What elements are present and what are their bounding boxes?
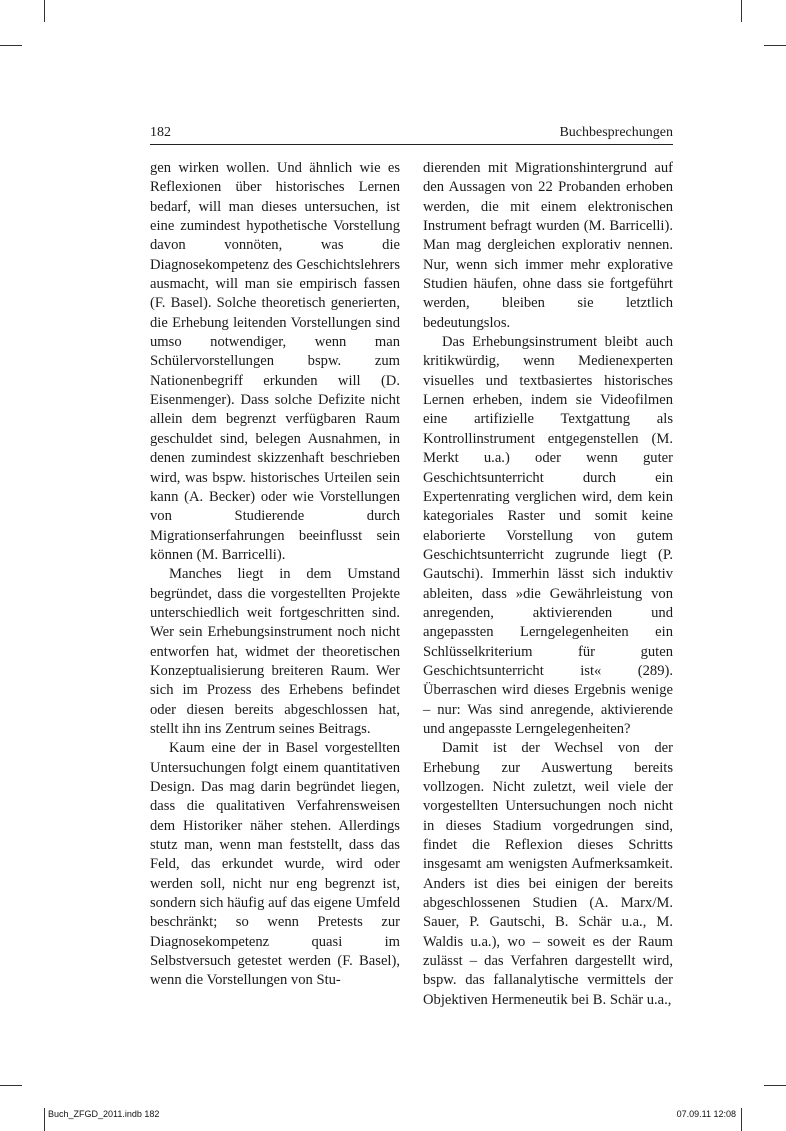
print-slug-timestamp: 07.09.11 12:08 — [676, 1109, 736, 1119]
crop-mark-top-left — [44, 0, 45, 22]
paragraph: dierenden mit Migrationshintergrund auf den Aussagen von 22 Probanden erhoben werden, die mit einem elektronischen Instrument befragt wurden (M. Barricelli). Man mag dergleichen explorativ nennen. Nur, wenn sich immer mehr explorative Studien häufen, ohne dass sie fortgeführt werden, bleiben sie letztlich bedeutungslos. — [423, 160, 673, 331]
print-slug-file-info: Buch_ZFGD_2011.indb 182 — [48, 1109, 160, 1119]
page-number: 182 — [150, 125, 171, 140]
paragraph: Damit ist der Wechsel von der Erhebung zur Auswertung bereits vollzogen. Nicht zuletzt, weil viele der vorgestellten Untersuchungen noch nicht in dieses Stadium vorgedrungen sind, findet die Reflexion dieses Schritts insgesamt am wenigsten Aufmerksamkeit. Anders ist dies bei einigen der bereits abgeschlossenen Studien (A. Marx/M. Sauer, P. Gautschi, B. Schär u.a., M. Waldis u.a.), wo – soweit es der Raum zulässt – das Verfahren dargestellt wird, bspw. das fallanalytische vermittels der Objektiven Hermeneutik bei B. Schär u.a., — [423, 740, 673, 1008]
paragraph: Das Erhebungsinstrument bleibt auch kritikwürdig, wenn Medienexperten visuelles und textbasiertes historisches Lernen erheben, indem sie Videofilmen eine artifizielle Textgattung als Kontrollinstrument entgegenstellen (M. Merkt u.a.) oder wenn guter Geschichtsunterricht durch ein Expertenrating verglichen wird, dem kein kategoriales Raster und somit keine elaborierte Vorstellung von gutem Geschichtsunterricht zugrunde liegt (P. Gautschi). Immerhin lässt sich induktiv ableiten, dass »die Gewährleistung von anregenden, aktivierenden und angepassten Lerngelegenheiten ein Schlüsselkriterium für guten Geschichtsunterricht ist« (289). Überraschen wird dieses Ergebnis wenige – nur: Was sind anregende, aktivierende und angepasste Lerngelegenheiten? — [423, 334, 673, 737]
paragraph: gen wirken wollen. Und ähnlich wie es Reflexionen über historisches Lernen bedarf, will man dieses untersuchen, ist eine zumindest hypothetische Vorstellung davon vonnöten, was die Diagnosekompetenz des Geschichtslehrers ausmacht, will man sie empirisch fassen (F. Basel). Solche theoretisch generierten, die Erhebung leitenden Vorstellungen sind umso notwendiger, wenn man Schülervorstellungen bspw. zum Nationenbegriff erkunden will (D. Eisenmenger). Dass solche Defizite nicht allein dem begrenzt verfügbaren Raum geschuldet sind, belegen Ausnahmen, in denen zumindest skizzenhaft beschrieben wird, was bspw. historisches Urteilen sein kann (A. Becker) oder wie Vorstellungen von Studierende durch Migrationserfahrungen beeinflusst sein können (M. Barricelli). — [150, 160, 400, 563]
paragraph: Manches liegt in dem Umstand begründet, dass die vorgestellten Projekte unterschiedlich weit fortgeschritten sind. Wer sein Erhebungsinstrument noch nicht entworfen hat, widmet der theoretischen Konzeptualisierung breiteren Raum. Wer sich im Prozess des Erhebens befindet oder diesen bereits abgeschlossen hat, stellt ihn ins Zentrum seines Beitrags. — [150, 566, 400, 737]
crop-mark-bottom-left-h — [0, 1085, 22, 1086]
crop-mark-bottom-right-h — [764, 1085, 786, 1086]
paragraph: Kaum eine der in Basel vorgestellten Untersuchungen folgt einem quantitativen Design. Das mag darin begründet liegen, dass die qualitativen Verfahrensweisen dem Historiker näher stehen. Allerdings stutz man, wenn man feststellt, dass das Feld, das erkundet wurde, wird oder werden soll, nicht nur eng begrenzt ist, sondern sich häufig auf das eigene Umfeld beschränkt; so wenn Pretests zur Diagnosekompetenz quasi im Selbstversuch getestet werden (F. Basel), wenn die Vorstellungen von Stu- — [150, 740, 400, 989]
crop-mark-top-left-h — [0, 45, 22, 46]
crop-mark-top-right — [741, 0, 742, 22]
crop-mark-top-right-h — [764, 45, 786, 46]
running-head: Buchbesprechungen — [559, 125, 673, 140]
crop-mark-bottom-left — [44, 1108, 45, 1131]
right-column — [423, 159, 673, 1010]
header-rule — [150, 144, 673, 145]
crop-mark-bottom-right — [741, 1108, 742, 1131]
left-column — [150, 159, 400, 991]
